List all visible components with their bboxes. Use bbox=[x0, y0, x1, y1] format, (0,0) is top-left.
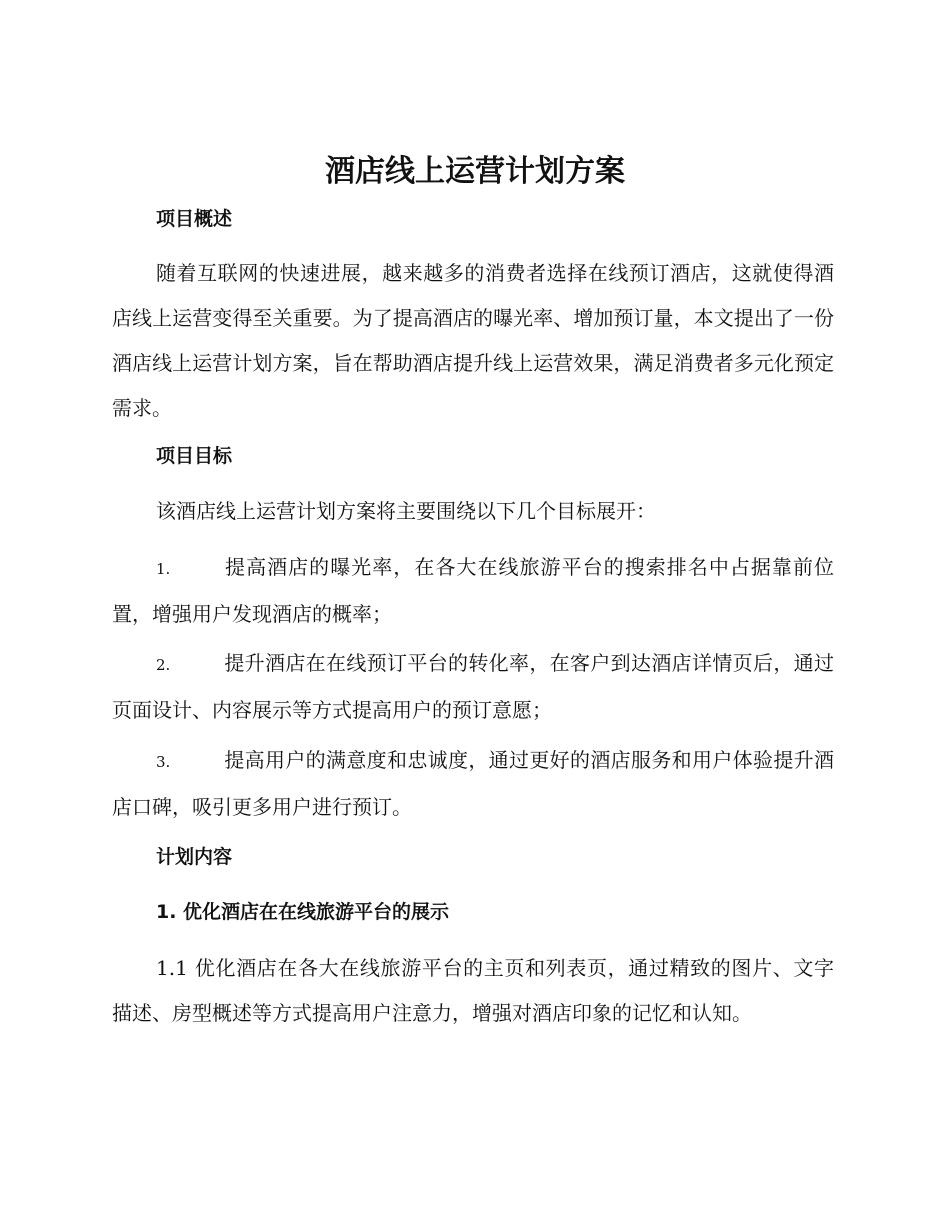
goal-list-item bbox=[112, 545, 834, 637]
document-title: 酒店线上运营计划方案 bbox=[325, 154, 625, 189]
plan-subheading: 1. 优化酒店在在线旅游平台的展示 bbox=[156, 901, 450, 923]
overview-paragraph: 随着互联网的快速进展，越来越多的消费者选择在线预订酒店，这就使得酒店线上运营变得至关重要。为了提高酒店的曝光率、增加预订量，本文提出了一份酒店线上运营计划方案，旨在帮助酒店提升线上运营效果，满足消费者多元化预定需求。 bbox=[112, 261, 834, 420]
plan-paragraph: 1.1 优化酒店在各大在线旅游平台的主页和列表页，通过精致的图片、文字描述、房型概述等方式提高用户注意力，增强对酒店印象的记忆和认知。 bbox=[112, 956, 834, 1025]
list-item-text: 提高酒店的曝光率，在各大在线旅游平台的搜索排名中占据靠前位置，增强用户发现酒店的概率； bbox=[112, 555, 834, 626]
goal-list-item bbox=[112, 641, 834, 733]
section-heading-plan: 计划内容 bbox=[156, 846, 233, 868]
goal-list-item bbox=[112, 738, 834, 830]
list-number: 3. bbox=[156, 753, 171, 771]
goals-intro: 该酒店线上运营计划方案将主要围绕以下几个目标展开： bbox=[156, 499, 656, 523]
list-number: 1. bbox=[156, 560, 171, 578]
list-item-text: 提升酒店在在线预订平台的转化率，在客户到达酒店详情页后，通过页面设计、内容展示等方式提高用户的预订意愿； bbox=[112, 651, 834, 722]
list-item-text: 提高用户的满意度和忠诚度，通过更好的酒店服务和用户体验提升酒店口碑，吸引更多用户进行预订。 bbox=[112, 748, 834, 819]
list-number: 2. bbox=[156, 656, 171, 674]
section-heading-goals: 项目目标 bbox=[156, 445, 233, 467]
section-heading-overview: 项目概述 bbox=[156, 208, 233, 230]
